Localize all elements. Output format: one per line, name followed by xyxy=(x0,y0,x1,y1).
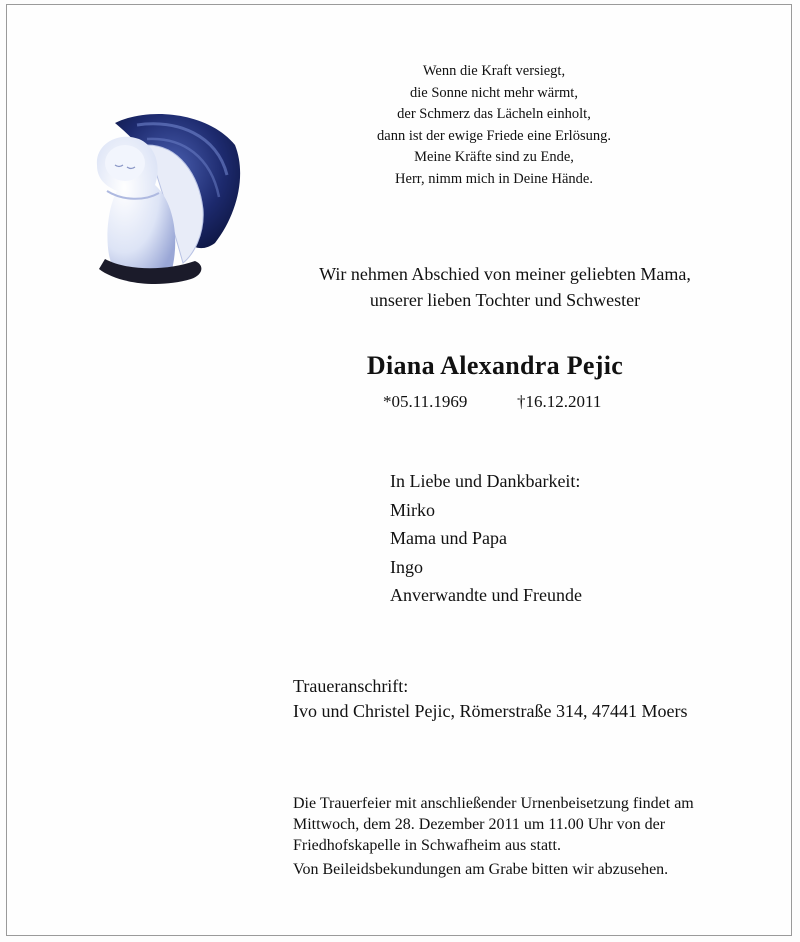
ceremony-info xyxy=(293,793,694,880)
poem-line: Herr, nimm mich in Deine Hände. xyxy=(395,170,593,187)
mourner-name: Mama und Papa xyxy=(390,528,507,548)
mourner-name: Anverwandte und Freunde xyxy=(390,585,582,605)
poem xyxy=(295,61,693,190)
poem-line: der Schmerz das Lächeln einholt, xyxy=(397,106,591,122)
mourning-address xyxy=(293,674,687,724)
mourners-heading: In Liebe und Dankbarkeit: xyxy=(390,471,581,491)
poem-line: Meine Kräfte sind zu Ende, xyxy=(414,149,574,165)
poem-line: Wenn die Kraft versiegt, xyxy=(422,63,566,79)
address-text: Ivo und Christel Pejic, Römerstraße 314, 47441 Moers xyxy=(293,701,688,721)
ceremony-line: Friedhofskapelle in Schwafheim aus statt. xyxy=(293,837,561,854)
farewell-text xyxy=(275,261,735,313)
poem-line: dann ist der ewige Friede eine Erlösung. xyxy=(377,127,611,144)
mourners-list xyxy=(390,467,582,610)
address-label: Traueranschrift: xyxy=(293,676,409,696)
obituary-card xyxy=(6,4,792,936)
ceremony-note: Von Beileidsbekundungen am Grabe bitten wir abzusehen. xyxy=(293,861,669,878)
angel-figurine-icon xyxy=(87,105,247,290)
birth-date: *05.11.1969 xyxy=(383,392,468,411)
farewell-line-1: Wir nehmen Abschied von meiner geliebten Mama, xyxy=(319,264,691,284)
death-date: †16.12.2011 xyxy=(517,392,602,411)
mourner-name: Mirko xyxy=(390,499,435,520)
deceased-name: Diana Alexandra Pejic xyxy=(366,351,624,380)
mourner-name: Ingo xyxy=(390,556,423,577)
ceremony-line: Mittwoch, dem 28. Dezember 2011 um 11.00 Uhr von der xyxy=(293,816,666,833)
poem-line: die Sonne nicht mehr wärmt, xyxy=(410,84,578,101)
ceremony-line: Die Trauerfeier mit anschließender Urnenbeisetzung findet am xyxy=(293,795,694,812)
farewell-line-2: unserer lieben Tochter und Schwester xyxy=(369,290,641,310)
